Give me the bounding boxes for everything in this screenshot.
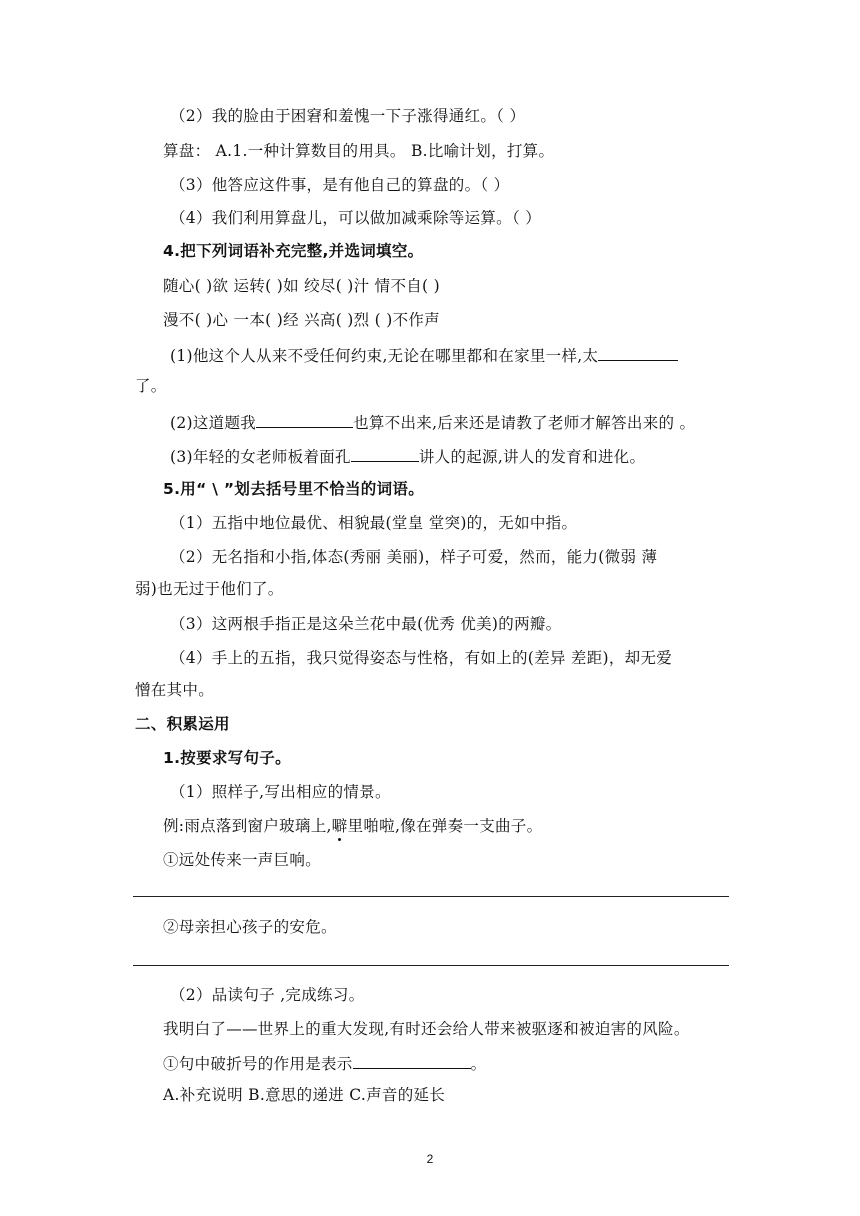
idiom-row-2: 漫不( )心 一本( )经 兴高( )烈 ( )不作声 [163,311,440,329]
fill-sentence-2-text-a: (2)这道题我 [170,414,257,432]
dash-question-end: 。 [470,1055,487,1073]
idiom-row-1: 随心( )欲 运转( )如 绞尽( )汁 情不自( ) [163,277,440,295]
dash-question-text: ①句中破折号的作用是表示 [163,1055,353,1073]
dash-question [163,1052,486,1074]
question-5-title: 5.用“ \ ”划去括号里不恰当的词语。 [163,480,425,498]
fill-blank-1[interactable] [598,344,678,361]
rewrite-item-2: ②母亲担心孩子的安危。 [163,918,337,936]
question-2-3: （3）他答应这件事，是有他自己的算盘的。（ ） [170,176,510,194]
page-number: 2 [426,1152,434,1166]
fill-sentence-1-end: 了。 [135,377,167,395]
fill-sentence-3-text-a: (3)年轻的女老师板着面孔 [170,448,351,466]
question-5-2: （2）无名指和小指,体态(秀丽 美丽)，样子可爱，然而，能力(微弱 薄 [170,548,658,566]
fill-sentence-3-text-b: 讲人的起源,讲人的发育和进化。 [418,448,646,466]
emphasis-dot-char: 噼 [331,817,348,835]
question-5-4-end: 憎在其中。 [135,681,215,699]
answer-line-1[interactable] [133,896,729,897]
fill-blank-3[interactable] [351,445,419,462]
question-5-3: （3）这两根手指正是这朵兰花中最(优秀 优美)的两瓣。 [170,615,562,633]
answer-options: A.补充说明 B.意思的递进 C.声音的延长 [163,1086,446,1104]
fill-sentence-2-text-b: 也算不出来,后来还是请教了老师才解答出来的 。 [353,414,696,432]
suanpan-definitions: 算盘： A.1.一种计算数目的用具。 B.比喻计划，打算。 [163,142,555,160]
question-2-2: （2）我的脸由于困窘和羞愧一下子涨得通红。（ ） [170,107,526,125]
example-text-b: 里啪啦,像在弹奏一支曲子。 [347,817,543,835]
fill-sentence-1 [170,344,678,366]
rewrite-item-1: ①远处传来一声巨响。 [163,851,322,869]
question-5-2-end: 弱)也无过于他们了。 [135,580,284,598]
section-2-title: 二、积累运用 [135,715,230,733]
question-5-1: （1）五指中地位最优、相貌最(堂皇 堂突)的，无如中指。 [170,514,578,532]
reading-sentence: 我明白了——世界上的重大发现,有时还会给人带来被驱逐和被迫害的风险。 [163,1020,690,1038]
example-text-a: 例:雨点落到窗户玻璃上, [163,817,332,835]
fill-sentence-1-text: (1)他这个人从来不受任何约束,无论在哪里都和在家里一样,太 [170,347,599,365]
question-2-4: （4）我们利用算盘儿，可以做加减乘除等运算。（ ） [170,209,542,227]
fill-blank-2[interactable] [256,411,353,428]
section-2-q1-title: 1.按要求写句子。 [163,749,291,767]
answer-line-2[interactable] [133,965,729,966]
dash-answer-blank[interactable] [353,1052,471,1069]
question-5-4: （4）手上的五指，我只觉得姿态与性格，有如上的(差异 差距)，却无爱 [170,649,673,667]
fill-sentence-3 [170,445,645,467]
section-2-part-1: （1）照样子,写出相应的情景。 [170,783,391,801]
fill-sentence-2 [170,411,695,433]
section-2-part-2: （2）品读句子 ,完成练习。 [170,986,365,1004]
example-sentence [163,816,542,836]
question-4-title: 4.把下列词语补充完整,并选词填空。 [163,242,424,260]
